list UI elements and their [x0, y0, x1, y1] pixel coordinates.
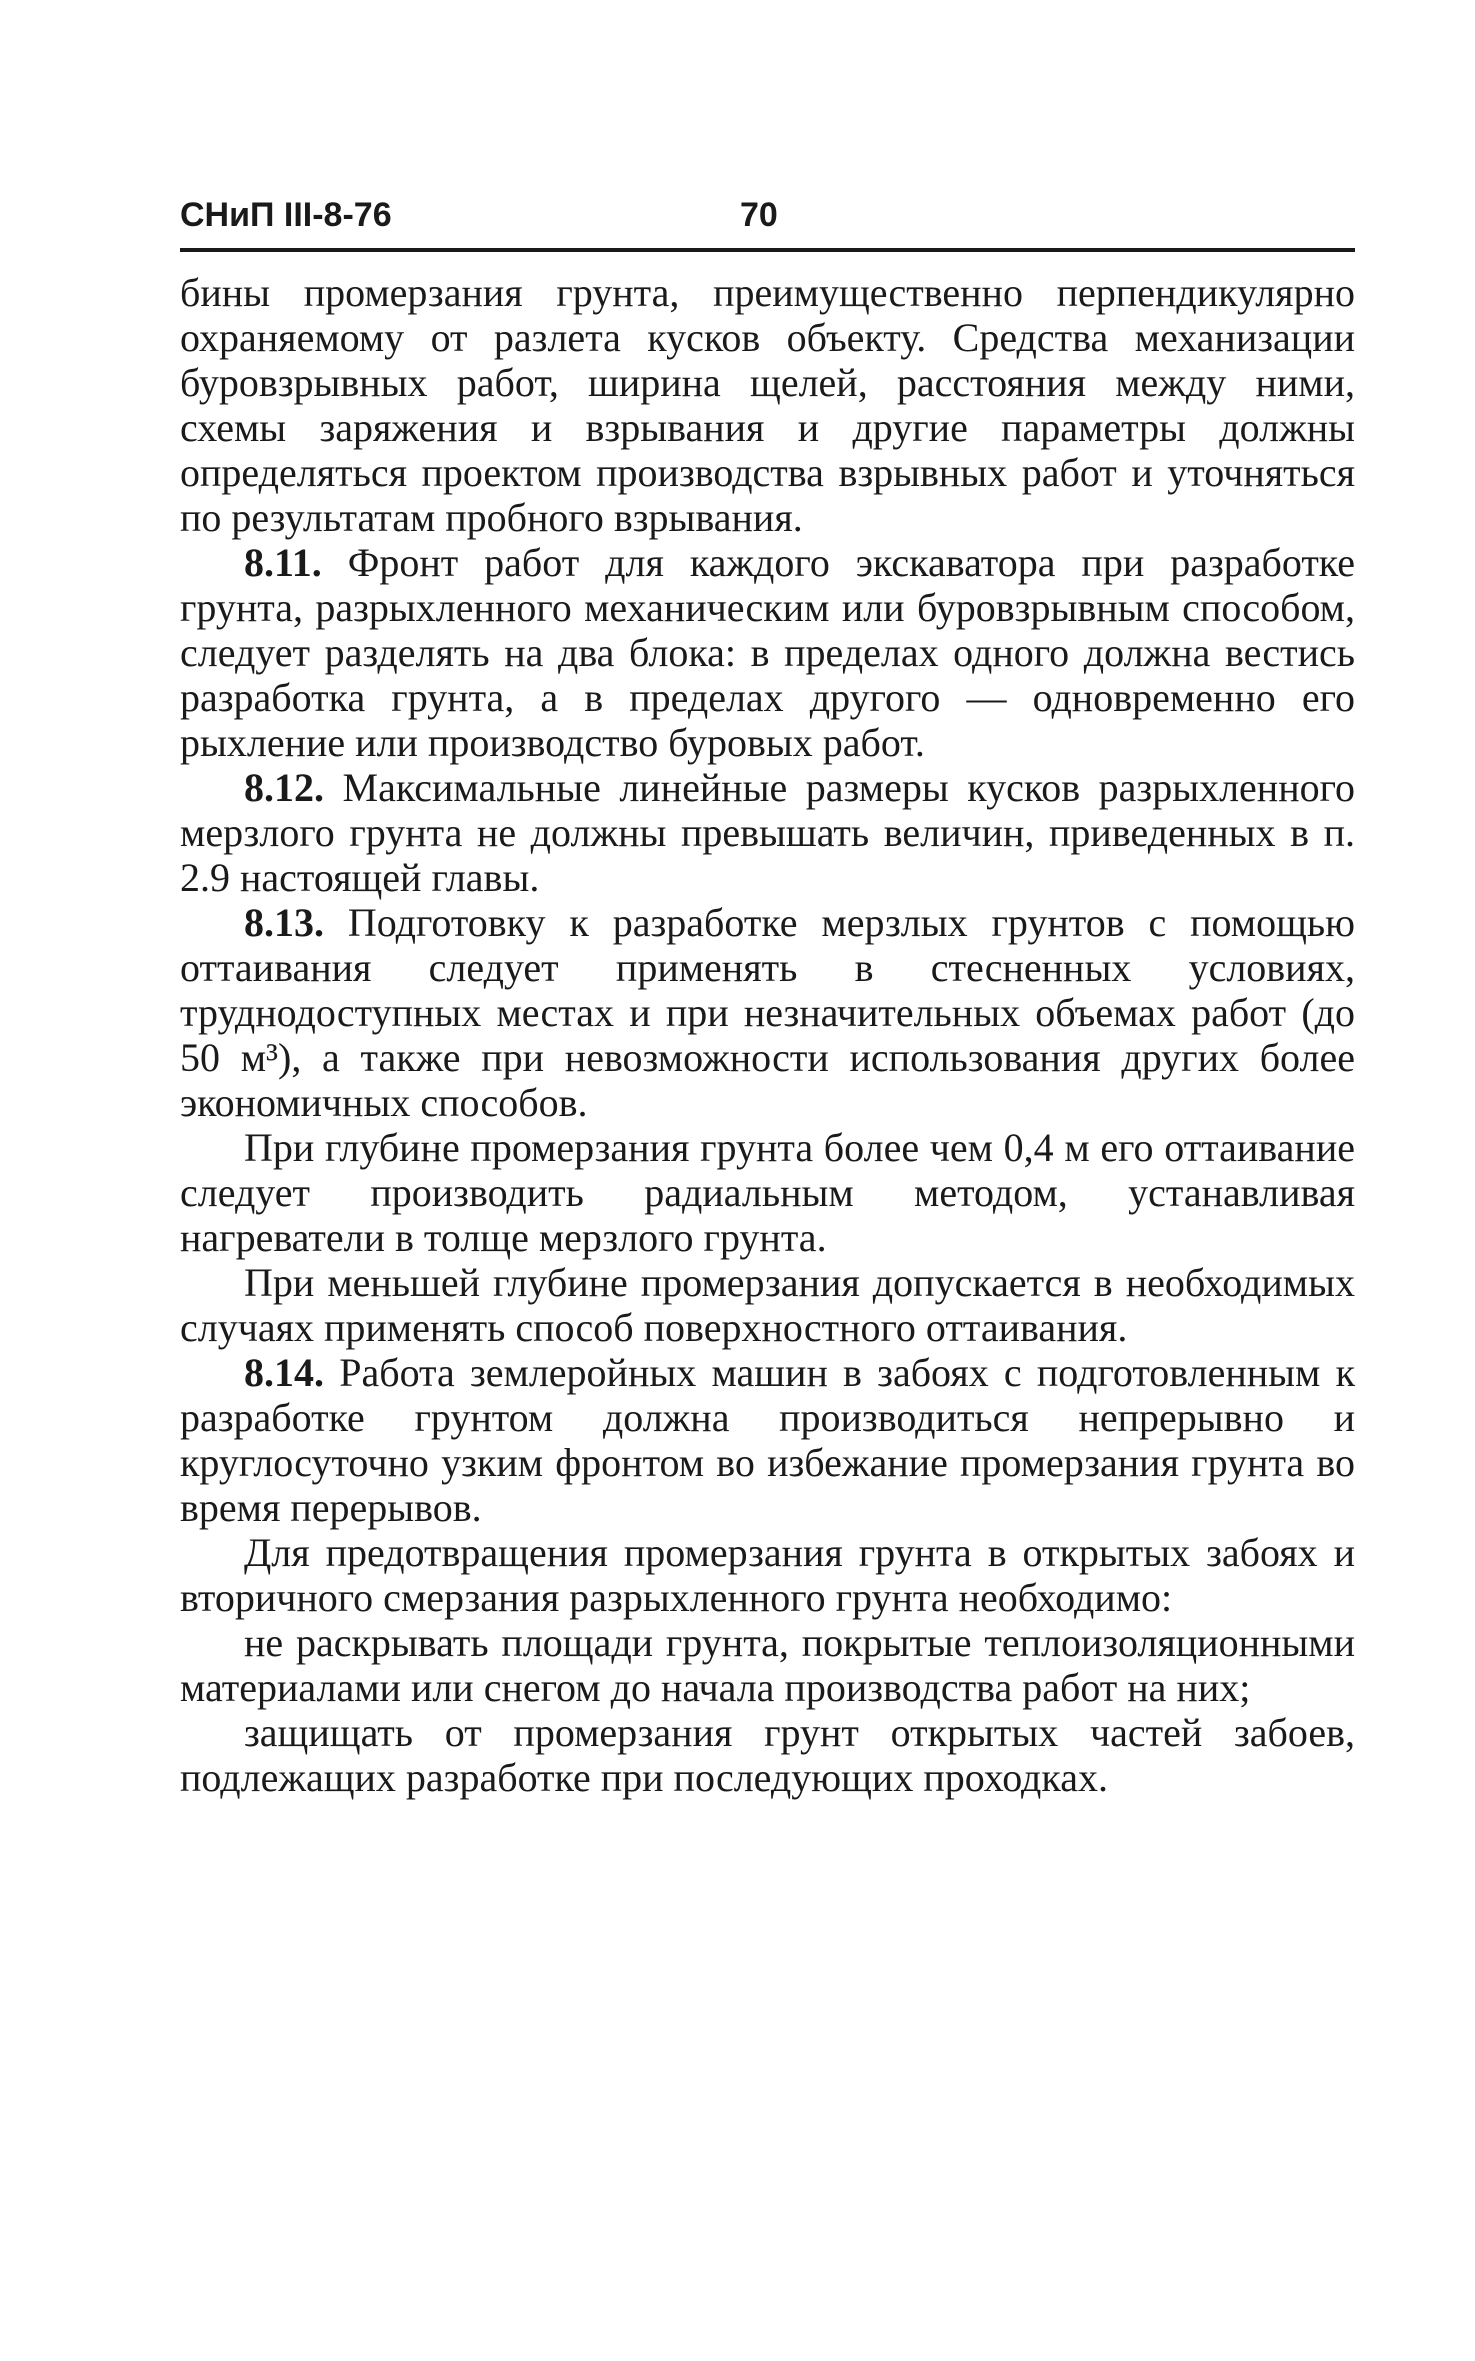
body-text — [180, 270, 1355, 1800]
section-number: 8.12. — [244, 765, 324, 810]
section-number: 8.14. — [244, 1350, 324, 1395]
section-number: 8.13. — [244, 900, 324, 945]
list-item-1: не раскрывать площади грунта, покрытые теплоизоляционными материалами или снегом до начала производства работ на них; — [180, 1620, 1355, 1710]
header-rule — [180, 248, 1355, 252]
paragraph-8-11: 8.11. Фронт работ для каждого экскаватора при разработке грунта, разрыхленного механическим или буровзрывным способом, следует разделять на два блока: в пределах одного должна вестись разработка грунта, а в пределах другого — одновременно его рыхление или производство буровых работ. — [180, 540, 1355, 765]
page-number: 70 — [740, 196, 778, 234]
document-page — [180, 196, 1355, 1800]
paragraph-8-14: 8.14. Работа землеройных машин в забоях с подготовленным к разработке грунтом должна производиться непрерывно и круглосуточно узким фронтом во избежание промерзания грунта во время перерывов. — [180, 1350, 1356, 1530]
list-item-2: защищать от промерзания грунт открытых частей забоев, подлежащих разработке при последующих проходках. — [180, 1710, 1355, 1800]
section-number: 8.11. — [244, 540, 322, 585]
page-header — [180, 196, 1355, 240]
paragraph-continuation: бины промерзания грунта, преимущественно перпендикулярно охраняемому от разлета кусков объекту. Средства механизации буровзрывных работ, ширина щелей, расстояния между ними, схемы заряжения и взрывания и другие параметры должны определяться проектом производства взрывных работ и уточняться по результатам пробного взрывания. — [180, 270, 1355, 540]
paragraph-8-13: 8.13. Подготовку к разработке мерзлых грунтов с помощью оттаивания следует применять в стесненных условиях, труднодоступных местах и при незначительных объемах работ (до 50 м³), а также при невозможности использования других более экономичных способов. — [180, 900, 1355, 1125]
paragraph-depth-large: При глубине промерзания грунта более чем 0,4 м его оттаивание следует производить радиальным методом, устанавливая нагреватели в толще мерзлого грунта. — [180, 1125, 1355, 1260]
paragraph-prevention: Для предотвращения промерзания грунта в открытых забоях и вторичного смерзания разрыхленного грунта необходимо: — [180, 1530, 1355, 1620]
document-code: СНиП III-8-76 — [180, 196, 392, 234]
paragraph-depth-small: При меньшей глубине промерзания допускается в необходимых случаях применять способ поверхностного оттаивания. — [180, 1260, 1355, 1350]
paragraph-8-12: 8.12. Максимальные линейные размеры кусков разрыхленного мерзлого грунта не должны превышать величин, приведенных в п. 2.9 настоящей главы. — [180, 765, 1356, 900]
